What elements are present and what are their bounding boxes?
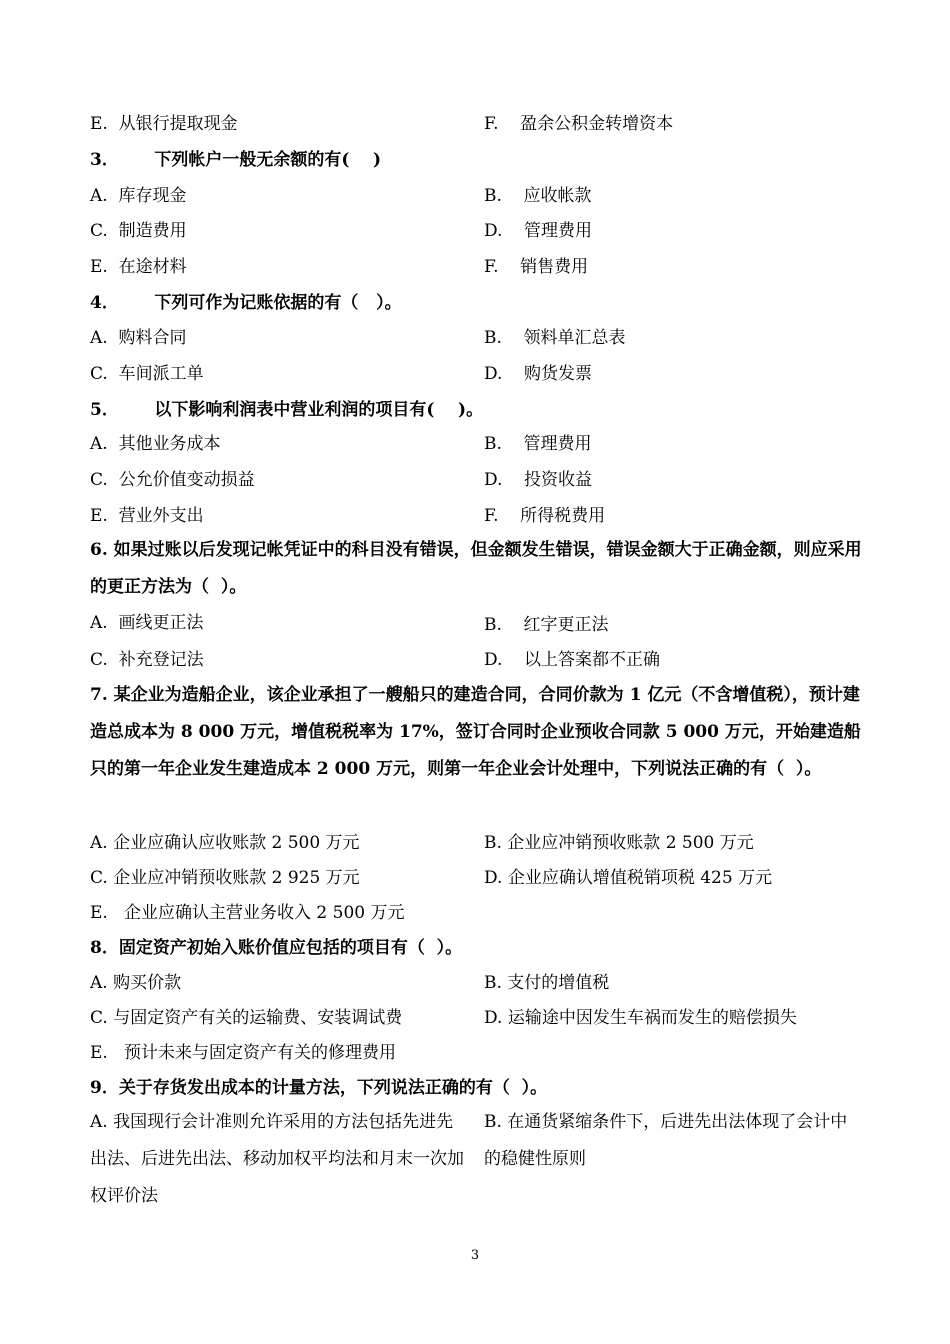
q3-option-d: D. 管理费用 <box>484 221 593 241</box>
q3-option-c: C. 制造费用 <box>90 221 187 241</box>
question-8-title: 8．固定资产初始入账价值应包括的项目有（ ）。 <box>90 938 463 958</box>
page-number: 3 <box>470 1248 480 1263</box>
q9-option-b: B. 在通货紧缩条件下，后进先出法体现了会计中的稳健性原则 <box>484 1112 848 1169</box>
question-9-title: 9．关于存货发出成本的计量方法，下列说法正确的有（ ）。 <box>90 1078 548 1098</box>
q7-option-b: B. 企业应冲销预收账款 2 500 万元 <box>484 833 754 853</box>
question-4-title: 4． 下列可作为记账依据的有（ ）。 <box>90 293 402 313</box>
question-6-title: 6. 如果过账以后发现记帐凭证中的科目没有错误，但金额发生错误，错误金额大于正确金额，则应采用的更正方法为（ ）。 <box>90 540 862 597</box>
q4-option-a: A. 购料合同 <box>90 328 187 348</box>
q5-option-a: A. 其他业务成本 <box>90 434 221 454</box>
option-e: E. 从银行提取现金 <box>90 114 238 134</box>
q8-option-b: B. 支付的增值税 <box>484 973 610 993</box>
q3-option-e: E. 在途材料 <box>90 257 187 277</box>
q3-option-a: A. 库存现金 <box>90 186 187 206</box>
q4-option-b: B. 领料单汇总表 <box>484 328 626 348</box>
q7-option-c: C. 企业应冲销预收账款 2 925 万元 <box>90 868 360 888</box>
q6-option-a: A. 画线更正法 <box>90 613 204 633</box>
q9-option-a: A. 我国现行会计准则允许采用的方法包括先进先出法、后进先出法、移动加权平均法和月末一次加权评价法 <box>90 1112 464 1206</box>
q3-option-f: F. 销售费用 <box>484 257 589 277</box>
q6-option-b: B. 红字更正法 <box>484 615 609 635</box>
q8-option-a: A. 购买价款 <box>90 973 182 993</box>
q6-option-d: D. 以上答案都不正确 <box>484 650 661 670</box>
q7-option-a: A. 企业应确认应收账款 2 500 万元 <box>90 833 360 853</box>
question-5-title: 5． 以下影响利润表中营业利润的项目有( )。 <box>90 400 484 420</box>
q8-option-c: C. 与固定资产有关的运输费、安装调试费 <box>90 1008 403 1028</box>
q3-option-b: B. 应收帐款 <box>484 186 592 206</box>
question-3-title: 3． 下列帐户一般无余额的有( ) <box>90 150 382 170</box>
option-f: F. 盈余公积金转增资本 <box>484 114 674 134</box>
q5-option-e: E. 营业外支出 <box>90 506 204 526</box>
q4-option-d: D. 购货发票 <box>484 364 593 384</box>
q4-option-c: C. 车间派工单 <box>90 364 204 384</box>
q8-option-e: E. 预计未来与固定资产有关的修理费用 <box>90 1043 397 1063</box>
q5-option-d: D. 投资收益 <box>484 470 593 490</box>
q7-option-e: E. 企业应确认主营业务收入 2 500 万元 <box>90 903 405 923</box>
q5-option-b: B. 管理费用 <box>484 434 592 454</box>
q6-option-c: C. 补充登记法 <box>90 650 204 670</box>
question-7-title: 7. 某企业为造船企业，该企业承担了一艘船只的建造合同，合同价款为 1 亿元（不含增值税），预计建造总成本为 8 000 万元，增值税税率为 17%，签订合同时企业预收合同款 5 000 万元，开始建造船只的第一年企业发生建造成本 2 000 万元，则第一年企业会计处理中，下列说法正确的有（ ）。 <box>90 685 861 779</box>
q5-option-c: C. 公允价值变动损益 <box>90 470 255 490</box>
q8-option-d: D. 运输途中因发生车祸而发生的赔偿损失 <box>484 1008 797 1028</box>
q5-option-f: F. 所得税费用 <box>484 506 606 526</box>
q7-option-d: D. 企业应确认增值税销项税 425 万元 <box>484 868 773 888</box>
